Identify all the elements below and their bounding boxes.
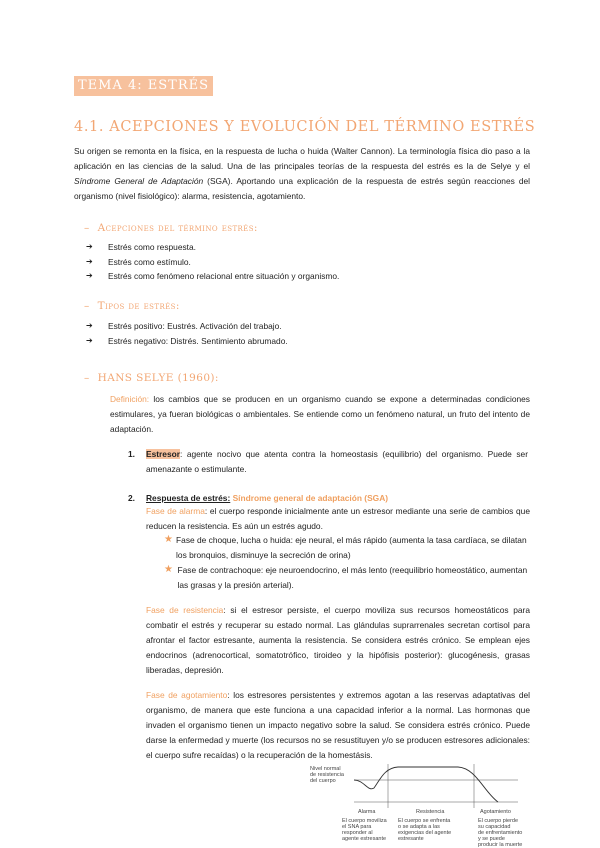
caption-alarma-line: responder al: [342, 830, 373, 836]
caption-agotamiento-line: de enfrentamiento: [478, 830, 523, 836]
acepciones-list: [86, 240, 339, 284]
phase-label-resistencia: Resistencia: [416, 809, 445, 815]
caption-resistencia-line: El cuerpo se enfrenta: [398, 818, 451, 824]
resistencia-text: : si el estresor persiste, el cuerpo moviliza sus recursos homeostáticos para combatir el estrés y recuperar su estado normal. Las glándulas suprarrenales secretan cortisol para afrontar el factor estresante, aumenta la resistencia. Se considera estrés crónico. Se emplean ejes endocrinos (adrenocortical, somatotrófico, tiroideo y la hipófisis posterior): glucogénesis, grasas liberadas, depresión.: [146, 605, 530, 675]
resistencia-label: Fase de resistencia: [146, 605, 224, 615]
selye-definition: [110, 392, 530, 437]
tipos-list: [86, 319, 288, 348]
fase-agotamiento: [146, 688, 530, 763]
caption-resistencia-line: estresante: [398, 836, 424, 842]
respuesta-label: Respuesta de estrés:: [146, 493, 231, 503]
caption-alarma-line: El cuerpo moviliza: [342, 818, 387, 824]
list-item: [164, 533, 529, 562]
list-item-text: Estrés como estímulo.: [108, 256, 191, 267]
section-title: 4.1. ACEPCIONES Y EVOLUCIÓN DEL TÉRMINO ESTRÉS: [74, 119, 536, 135]
caption-alarma-line: el SNA para: [342, 824, 372, 830]
list-item-text: Estrés como fenómeno relacional entre situación y organismo.: [108, 271, 340, 281]
tipos-heading-text: Tipos de estrés:: [97, 300, 180, 312]
phase-label-agotamiento: Agotamiento: [480, 809, 511, 815]
estresor-text: : agente nocivo que atenta contra la homeostasis (equilibrio) del organismo. Puede ser amenazante o estimulante.: [146, 449, 528, 474]
item-body: [146, 447, 528, 477]
list-item-text: Estrés negativo: Distrés. Sentimiento abrumado.: [108, 335, 288, 346]
list-item: [86, 269, 339, 284]
list-item: [86, 319, 288, 334]
caption-resistencia-line: exigencias del agente: [398, 830, 452, 836]
arrow-icon: ➔: [86, 321, 93, 330]
intro-text-end: (SGA). Aportando una explicación de la respuesta de estrés según reacciones del organismo (nivel fisiológico): alarma, resistencia, agotamiento.: [74, 176, 531, 201]
alarma-subphases: [164, 533, 529, 593]
tipos-heading: [84, 300, 180, 312]
caption-agotamiento-line: producir la muerte: [478, 842, 523, 848]
intro-paragraph: [74, 144, 530, 204]
list-item: [86, 240, 339, 255]
estresor-label: Estresor: [146, 449, 180, 459]
acepciones-heading: [84, 222, 258, 234]
caption-resistencia-line: o se adapta a las: [398, 824, 440, 830]
list-item-text: Estrés positivo: Eustrés. Activación del trabajo.: [108, 321, 282, 331]
dash-bullet: –: [84, 222, 90, 234]
caption-alarma-line: agente estresante: [342, 836, 387, 842]
alarma-text: : el cuerpo responde inicialmente ante un estresor mediante una serie de cambios que reducen la resistencia. Es aún un estrés agudo.: [146, 506, 530, 531]
caption-agotamiento-line: y se puede: [478, 836, 505, 842]
phase-label-alarma: Alarma: [358, 809, 376, 815]
dash-bullet: –: [84, 372, 90, 384]
definition-text: los cambios que se producen en un organismo cuando se expone a determinadas condiciones estimulares, ya fueran biológicas o ambientales. Se entiende como un fenómeno natural, un fruto del intento de adaptación.: [110, 394, 530, 434]
resistance-curve: [354, 767, 498, 802]
intro-text: Su origen se remonta en la física, en la respuesta de lucha o huida (Walter Cannon). La terminología física dio paso a la aplicación en las ciencias de la salud. Una de las principales teorías de la respuesta del estrés es la de Selye y el: [74, 146, 530, 171]
list-item: [86, 334, 288, 349]
selye-heading: [84, 372, 219, 384]
selye-heading-text: HANS SELYE (1960):: [97, 372, 219, 384]
caption-agotamiento-line: El cuerpo pierde: [478, 818, 519, 824]
arrow-icon: ➔: [86, 242, 93, 251]
star-icon: ★: [164, 564, 173, 575]
item-number: 1.: [128, 449, 135, 459]
list-item-text: Fase de contrachoque: eje neuroendocrino, el más lento (reequilibrio homeostático, aumentan las grasas y la presión arterial).: [177, 565, 528, 590]
definition-label: Definición:: [110, 394, 150, 404]
fase-resistencia: [146, 603, 530, 678]
list-item: [164, 563, 529, 592]
list-item: [86, 255, 339, 270]
list-item-text: Estrés como respuesta.: [108, 242, 196, 252]
acepciones-heading-text: Acepciones del término estrés:: [97, 222, 258, 234]
figure-level-label-line: de resistencia: [310, 772, 344, 778]
estresor-item: [128, 447, 528, 477]
dash-bullet: –: [84, 300, 90, 312]
figure-level-label-line: del cuerpo: [310, 778, 336, 784]
intro-italic: Síndrome General de Adaptación: [74, 176, 204, 186]
agotamiento-text: : los estresores persistentes y extremos agotan a las reservas adaptativas del organismo, de manera que este funciona a una capacidad inferior a la normal. Las hormonas que invaden el organismo tienen un impacto negativo sobre la salud. Se considera estrés crónico. Puede darse la enfermedad y muerte (los recursos no se resustituyen y/o se producen estresores adicionales: el cuerpo sufre recaídas) o la recuperación de la homestásis.: [146, 690, 531, 760]
arrow-icon: ➔: [86, 256, 93, 266]
caption-agotamiento-line: su capacidad: [478, 824, 511, 830]
sga-label: Síndrome general de adaptación (SGA): [230, 493, 389, 503]
figure-level-label-line: Nivel normal: [310, 766, 341, 772]
arrow-icon: ➔: [86, 271, 93, 280]
item-number: 2.: [128, 493, 135, 503]
alarma-label: Fase de alarma: [146, 506, 205, 516]
chapter-title: TEMA 4: ESTRÉS: [74, 76, 213, 96]
fase-alarma: [146, 504, 530, 534]
sga-figure: [308, 762, 530, 848]
agotamiento-label: Fase de agotamiento: [146, 690, 228, 700]
arrow-icon: ➔: [86, 335, 93, 345]
star-icon: ★: [164, 534, 173, 545]
list-item-text: Fase de choque, lucha o huida: eje neural, el más rápido (aumenta la tasa cardíaca, se dilatan los bronquios, disminuye la secreción de orina): [176, 535, 527, 560]
